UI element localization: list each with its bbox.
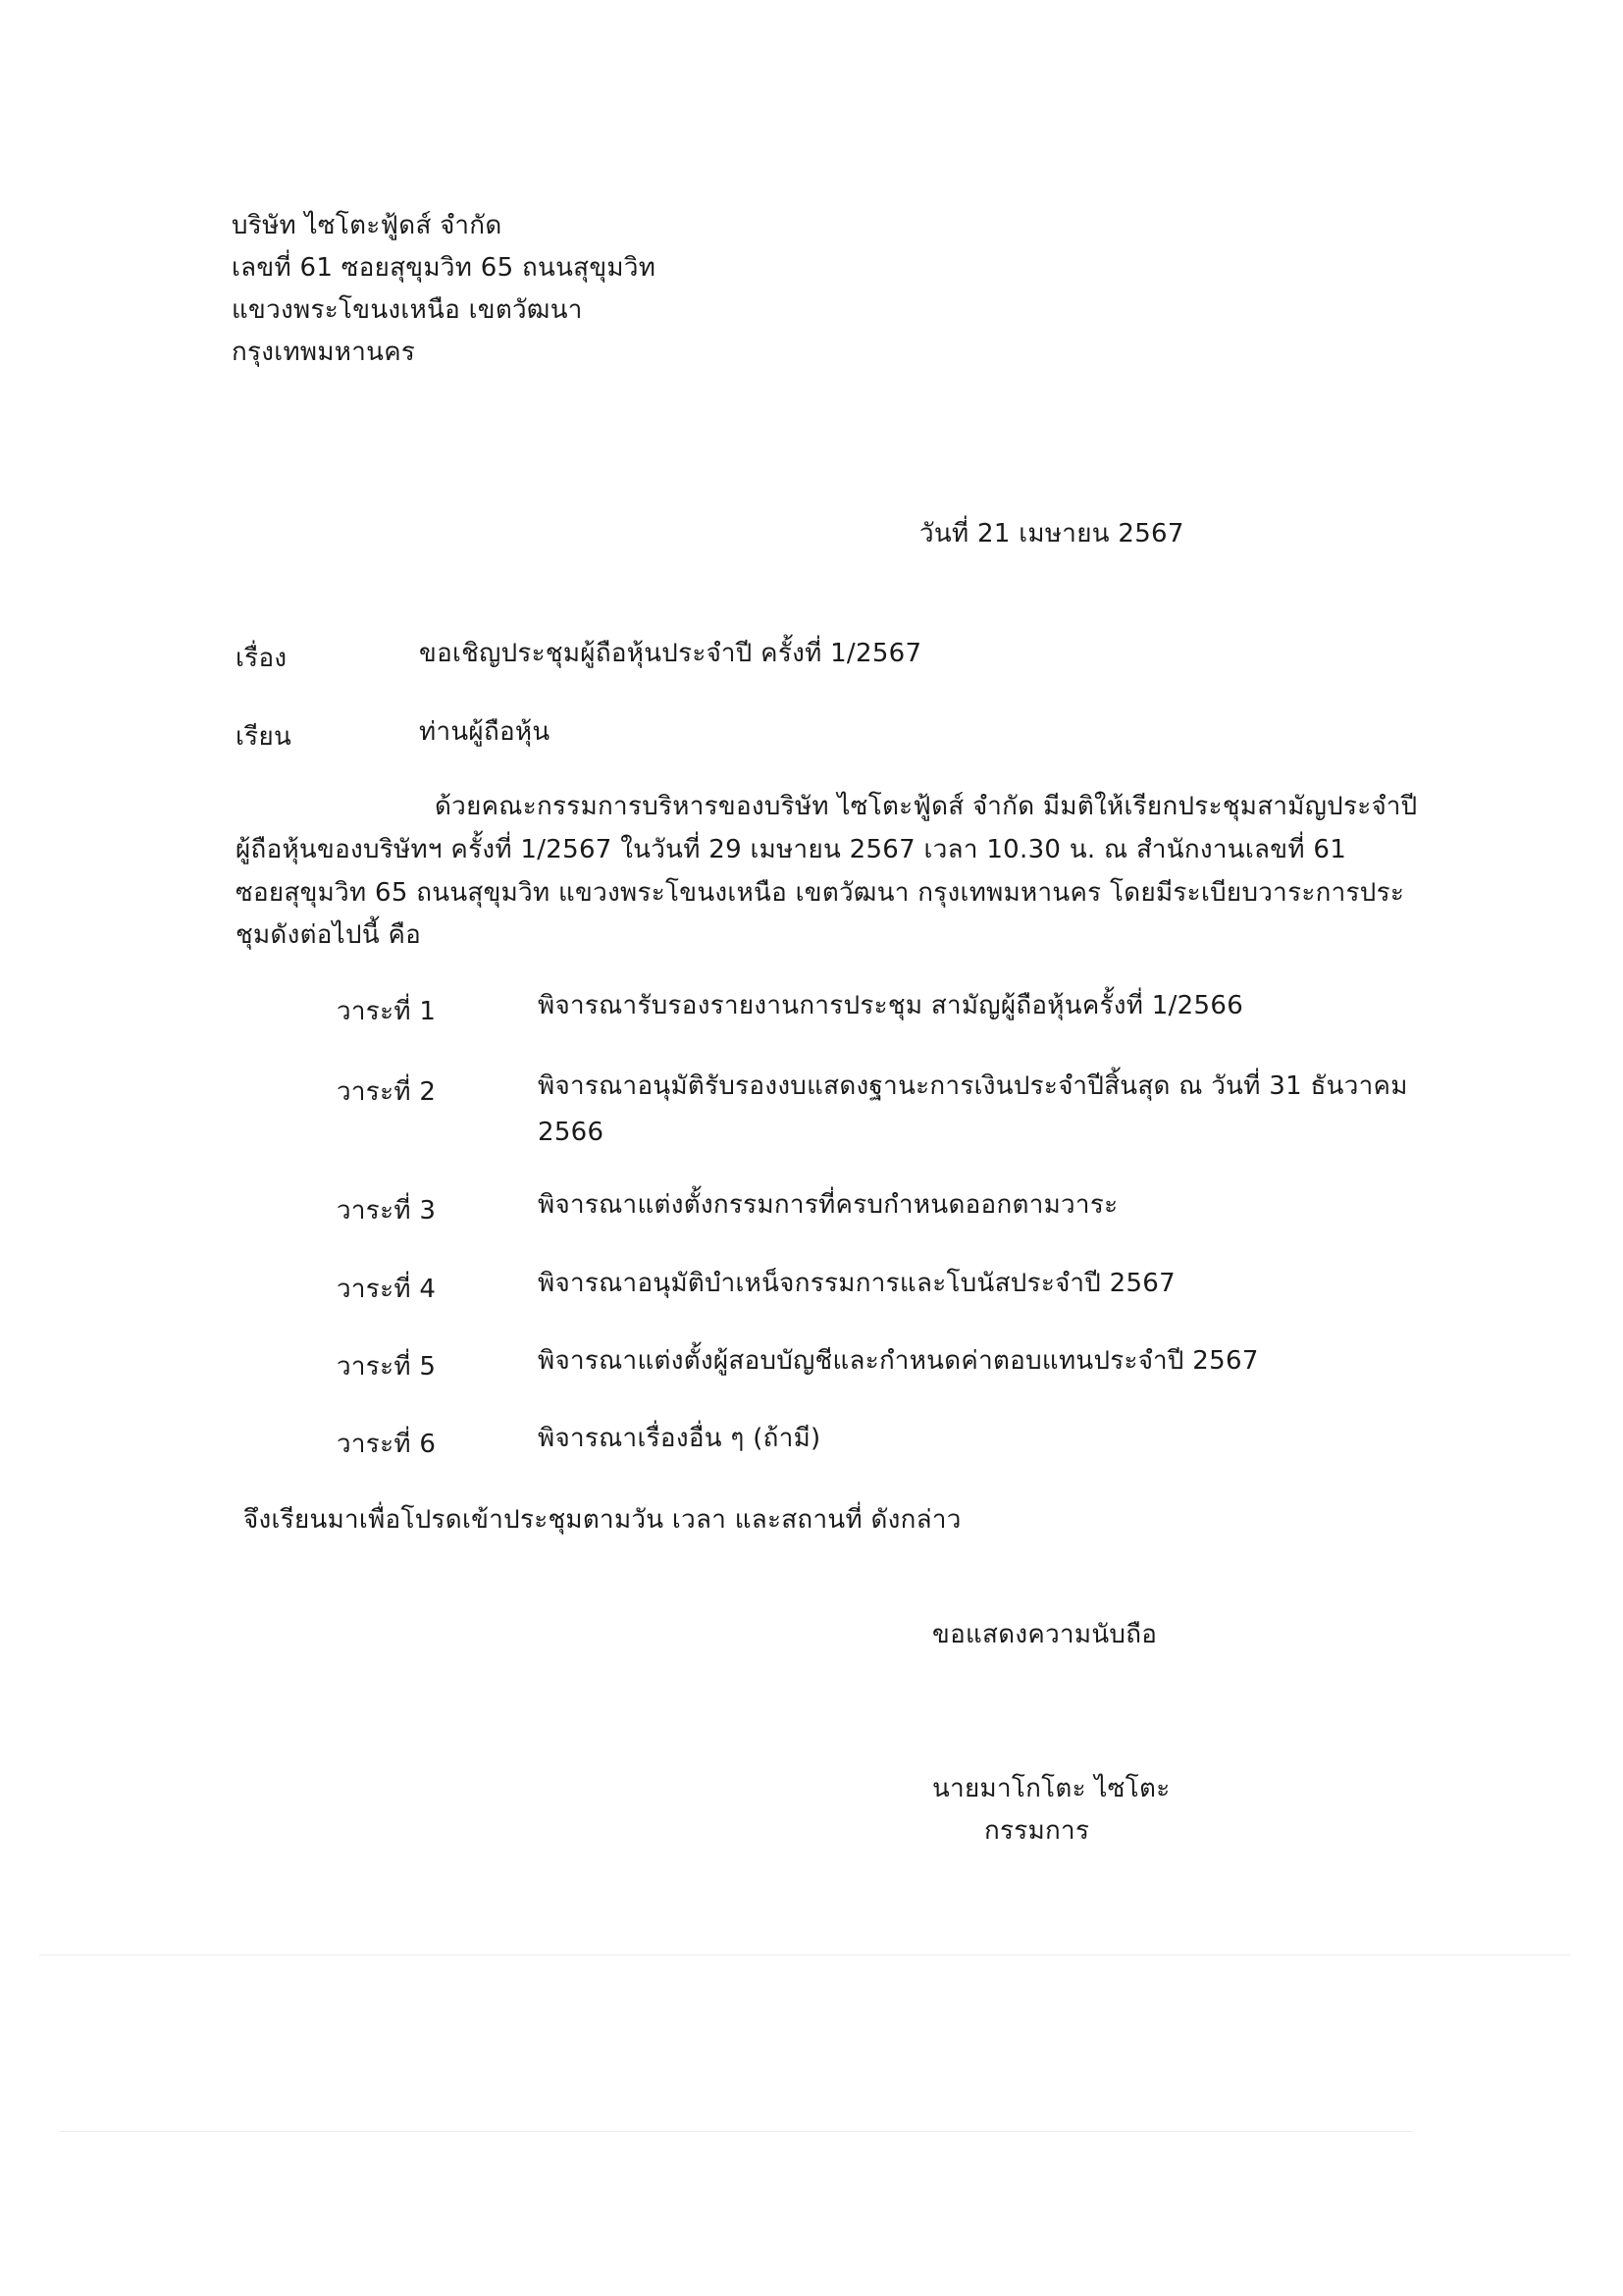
body-line-1: ด้วยคณะกรรมการบริหารของบริษัท ไซโตะฟู้ดส์ จำกัด มีมติให้เรียกประชุมสามัญประจำปี [435,792,1418,821]
sender-address-line-2: แขวงพระโขนงเหนือ เขตวัฒนา [232,295,583,325]
letter-date: วันที่ 21 เมษายน 2567 [919,519,1184,548]
agenda-label-4: วาระที่ 4 [337,1275,437,1304]
agenda-label-6: วาระที่ 6 [337,1430,437,1459]
recipient-text: ท่านผู้ถือหุ้น [419,717,550,747]
body-line-3: ซอยสุขุมวิท 65 ถนนสุขุมวิท แขวงพระโขนงเหนือ เขตวัฒนา กรุงเทพมหานคร โดยมีระเบียบวาระการประ [236,878,1405,908]
recipient-label: เรียน [236,722,292,752]
body-line-2: ผู้ถือหุ้นของบริษัทฯ ครั้งที่ 1/2567 ในวันที่ 29 เมษายน 2567 เวลา 10.30 น. ณ สำนักงานเลขที่ 61 [236,835,1347,864]
scan-artifact-line [59,2131,1413,2132]
agenda-text-2: พิจารณาอนุมัติรับรองงบแสดงฐานะการเงินประจำปีสิ้นสุด ณ วันที่ 31 ธันวาคม [538,1071,1408,1101]
agenda-text-3: พิจารณาแต่งตั้งกรรมการที่ครบกำหนดออกตามวาระ [538,1190,1119,1220]
agenda-label-1: วาระที่ 1 [337,997,437,1026]
agenda-label-2: วาระที่ 2 [337,1077,437,1107]
agenda-text-1: พิจารณารับรองรายงานการประชุม สามัญผู้ถือหุ้นครั้งที่ 1/2566 [538,991,1244,1020]
sender-company: บริษัท ไซโตะฟู้ดส์ จำกัด [232,211,502,240]
agenda-text-5: พิจารณาแต่งตั้งผู้สอบบัญชีและกำหนดค่าตอบแทนประจำปี 2567 [538,1346,1259,1376]
complimentary-close: ขอแสดงความนับถือ [932,1620,1158,1649]
agenda-text-2-cont: 2566 [538,1118,604,1147]
subject-text: ขอเชิญประชุมผู้ถือหุ้นประจำปี ครั้งที่ 1/2567 [419,639,922,668]
agenda-text-6: พิจารณาเรื่องอื่น ๆ (ถ้ามี) [538,1424,821,1453]
body-line-4: ชุมดังต่อไปนี้ คือ [236,920,422,950]
closing-sentence: จึงเรียนมาเพื่อโปรดเข้าประชุมตามวัน เวลา และสถานที่ ดังกล่าว [243,1505,962,1535]
agenda-label-3: วาระที่ 3 [337,1196,437,1226]
agenda-label-5: วาระที่ 5 [337,1352,437,1382]
sender-address-line-1: เลขที่ 61 ซอยสุขุมวิท 65 ถนนสุขุมวิท [232,253,656,283]
sender-address-line-3: กรุงเทพมหานคร [232,338,416,367]
scan-artifact-line [39,1955,1570,1956]
signatory-name: นายมาโกโตะ ไซโตะ [932,1774,1171,1803]
agenda-text-4: พิจารณาอนุมัติบำเหน็จกรรมการและโบนัสประจำปี 2567 [538,1269,1176,1298]
subject-label: เรื่อง [236,644,288,673]
signatory-title: กรรมการ [984,1816,1090,1846]
